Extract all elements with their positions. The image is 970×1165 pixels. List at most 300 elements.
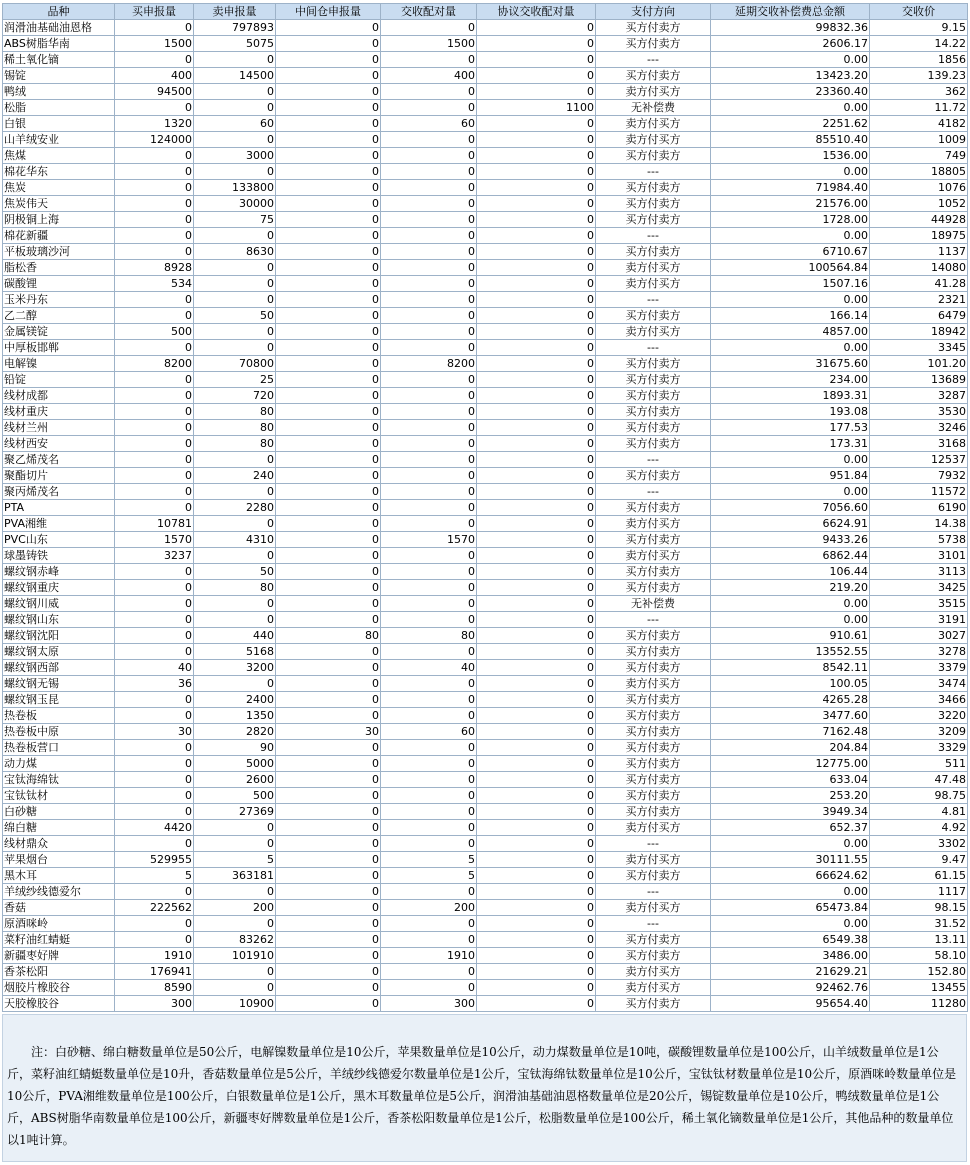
cell-buy-qty: 0 xyxy=(115,580,194,596)
cell-delivery-price: 44928 xyxy=(870,212,968,228)
cell-buy-qty: 534 xyxy=(115,276,194,292)
table-row xyxy=(3,84,968,100)
cell-payment-direction: 买方付卖方 xyxy=(596,804,711,820)
cell-matched-qty: 0 xyxy=(381,100,477,116)
cell-intermediate-qty: 0 xyxy=(276,836,381,852)
cell-sell-qty: 5168 xyxy=(194,644,276,660)
table-row xyxy=(3,548,968,564)
cell-delivery-price: 3466 xyxy=(870,692,968,708)
cell-variety: 天胶橡胶谷 xyxy=(3,996,115,1012)
cell-compensation-total: 100.05 xyxy=(711,676,870,692)
cell-intermediate-qty: 0 xyxy=(276,388,381,404)
cell-buy-qty: 0 xyxy=(115,180,194,196)
cell-agreement-qty: 0 xyxy=(477,132,596,148)
cell-delivery-price: 1117 xyxy=(870,884,968,900)
cell-compensation-total: 193.08 xyxy=(711,404,870,420)
cell-agreement-qty: 0 xyxy=(477,980,596,996)
cell-agreement-qty: 0 xyxy=(477,756,596,772)
cell-agreement-qty: 0 xyxy=(477,148,596,164)
cell-agreement-qty: 0 xyxy=(477,996,596,1012)
cell-sell-qty: 0 xyxy=(194,612,276,628)
cell-delivery-price: 2321 xyxy=(870,292,968,308)
cell-intermediate-qty: 0 xyxy=(276,740,381,756)
cell-matched-qty: 0 xyxy=(381,484,477,500)
cell-variety: 玉米丹东 xyxy=(3,292,115,308)
table-row xyxy=(3,276,968,292)
cell-buy-qty: 3237 xyxy=(115,548,194,564)
header-delivery-price: 交收价 xyxy=(870,4,968,20)
cell-matched-qty: 0 xyxy=(381,500,477,516)
cell-variety: 棉花新疆 xyxy=(3,228,115,244)
cell-agreement-qty: 0 xyxy=(477,884,596,900)
cell-compensation-total: 0.00 xyxy=(711,836,870,852)
cell-agreement-qty: 0 xyxy=(477,292,596,308)
cell-delivery-price: 3191 xyxy=(870,612,968,628)
cell-buy-qty: 176941 xyxy=(115,964,194,980)
cell-compensation-total: 253.20 xyxy=(711,788,870,804)
cell-intermediate-qty: 0 xyxy=(276,132,381,148)
cell-delivery-price: 1009 xyxy=(870,132,968,148)
cell-delivery-price: 18942 xyxy=(870,324,968,340)
cell-payment-direction: --- xyxy=(596,228,711,244)
cell-variety: 宝钛海绵钛 xyxy=(3,772,115,788)
cell-sell-qty: 14500 xyxy=(194,68,276,84)
header-buy-qty: 买申报量 xyxy=(115,4,194,20)
cell-matched-qty: 0 xyxy=(381,612,477,628)
cell-matched-qty: 0 xyxy=(381,708,477,724)
cell-sell-qty: 0 xyxy=(194,292,276,308)
cell-payment-direction: 买方付卖方 xyxy=(596,708,711,724)
cell-intermediate-qty: 0 xyxy=(276,468,381,484)
cell-delivery-price: 11.72 xyxy=(870,100,968,116)
cell-sell-qty: 500 xyxy=(194,788,276,804)
cell-delivery-price: 4.92 xyxy=(870,820,968,836)
cell-delivery-price: 3278 xyxy=(870,644,968,660)
cell-sell-qty: 8630 xyxy=(194,244,276,260)
header-sell-qty: 卖申报量 xyxy=(194,4,276,20)
table-row xyxy=(3,756,968,772)
cell-matched-qty: 0 xyxy=(381,148,477,164)
table-row xyxy=(3,484,968,500)
cell-payment-direction: 买方付卖方 xyxy=(596,36,711,52)
cell-delivery-price: 139.23 xyxy=(870,68,968,84)
cell-buy-qty: 0 xyxy=(115,148,194,164)
cell-buy-qty: 0 xyxy=(115,372,194,388)
cell-delivery-price: 61.15 xyxy=(870,868,968,884)
cell-delivery-price: 3379 xyxy=(870,660,968,676)
cell-intermediate-qty: 0 xyxy=(276,180,381,196)
cell-agreement-qty: 0 xyxy=(477,260,596,276)
cell-buy-qty: 0 xyxy=(115,916,194,932)
cell-intermediate-qty: 0 xyxy=(276,820,381,836)
cell-delivery-price: 18975 xyxy=(870,228,968,244)
cell-payment-direction: 买方付卖方 xyxy=(596,628,711,644)
cell-intermediate-qty: 0 xyxy=(276,916,381,932)
cell-intermediate-qty: 0 xyxy=(276,532,381,548)
header-matched-qty: 交收配对量 xyxy=(381,4,477,20)
cell-agreement-qty: 0 xyxy=(477,948,596,964)
table-header-row xyxy=(3,4,968,20)
cell-variety: 香菇 xyxy=(3,900,115,916)
cell-intermediate-qty: 0 xyxy=(276,292,381,308)
cell-sell-qty: 4310 xyxy=(194,532,276,548)
cell-buy-qty: 0 xyxy=(115,420,194,436)
cell-sell-qty: 1350 xyxy=(194,708,276,724)
cell-intermediate-qty: 0 xyxy=(276,500,381,516)
cell-compensation-total: 177.53 xyxy=(711,420,870,436)
table-row xyxy=(3,292,968,308)
cell-delivery-price: 1137 xyxy=(870,244,968,260)
cell-delivery-price: 749 xyxy=(870,148,968,164)
cell-delivery-price: 6479 xyxy=(870,308,968,324)
cell-intermediate-qty: 0 xyxy=(276,436,381,452)
cell-compensation-total: 0.00 xyxy=(711,228,870,244)
cell-matched-qty: 0 xyxy=(381,516,477,532)
cell-variety: 乙二醇 xyxy=(3,308,115,324)
table-row xyxy=(3,724,968,740)
cell-delivery-price: 14.38 xyxy=(870,516,968,532)
cell-payment-direction: 卖方付买方 xyxy=(596,676,711,692)
cell-agreement-qty: 0 xyxy=(477,788,596,804)
cell-buy-qty: 0 xyxy=(115,340,194,356)
table-row xyxy=(3,196,968,212)
cell-payment-direction: 买方付卖方 xyxy=(596,68,711,84)
cell-payment-direction: 买方付卖方 xyxy=(596,788,711,804)
cell-variety: 电解镍 xyxy=(3,356,115,372)
table-row xyxy=(3,516,968,532)
cell-matched-qty: 0 xyxy=(381,20,477,36)
cell-sell-qty: 75 xyxy=(194,212,276,228)
cell-buy-qty: 300 xyxy=(115,996,194,1012)
cell-agreement-qty: 0 xyxy=(477,484,596,500)
cell-payment-direction: --- xyxy=(596,164,711,180)
cell-payment-direction: 无补偿费 xyxy=(596,596,711,612)
cell-intermediate-qty: 0 xyxy=(276,52,381,68)
table-row xyxy=(3,884,968,900)
cell-payment-direction: 买方付卖方 xyxy=(596,948,711,964)
cell-agreement-qty: 0 xyxy=(477,340,596,356)
cell-agreement-qty: 0 xyxy=(477,436,596,452)
cell-variety: ABS树脂华南 xyxy=(3,36,115,52)
cell-delivery-price: 3287 xyxy=(870,388,968,404)
cell-compensation-total: 12775.00 xyxy=(711,756,870,772)
cell-buy-qty: 0 xyxy=(115,196,194,212)
cell-intermediate-qty: 0 xyxy=(276,340,381,356)
cell-compensation-total: 1893.31 xyxy=(711,388,870,404)
cell-agreement-qty: 0 xyxy=(477,276,596,292)
cell-sell-qty: 0 xyxy=(194,820,276,836)
cell-intermediate-qty: 0 xyxy=(276,804,381,820)
table-row xyxy=(3,20,968,36)
cell-matched-qty: 0 xyxy=(381,676,477,692)
cell-agreement-qty: 0 xyxy=(477,404,596,420)
cell-matched-qty: 0 xyxy=(381,548,477,564)
cell-delivery-price: 18805 xyxy=(870,164,968,180)
table-row xyxy=(3,596,968,612)
cell-sell-qty: 2600 xyxy=(194,772,276,788)
delivery-table-container xyxy=(2,3,967,1012)
table-row xyxy=(3,740,968,756)
cell-compensation-total: 3949.34 xyxy=(711,804,870,820)
cell-compensation-total: 6624.91 xyxy=(711,516,870,532)
cell-intermediate-qty: 0 xyxy=(276,196,381,212)
cell-delivery-price: 13.11 xyxy=(870,932,968,948)
cell-variety: 焦炭伟天 xyxy=(3,196,115,212)
cell-payment-direction: 买方付卖方 xyxy=(596,436,711,452)
cell-sell-qty: 25 xyxy=(194,372,276,388)
cell-buy-qty: 40 xyxy=(115,660,194,676)
cell-intermediate-qty: 0 xyxy=(276,676,381,692)
cell-variety: 螺纹钢太原 xyxy=(3,644,115,660)
table-row xyxy=(3,644,968,660)
table-row xyxy=(3,468,968,484)
cell-intermediate-qty: 0 xyxy=(276,244,381,260)
cell-payment-direction: --- xyxy=(596,292,711,308)
cell-variety: 原酒咪岭 xyxy=(3,916,115,932)
cell-payment-direction: 买方付卖方 xyxy=(596,468,711,484)
table-row xyxy=(3,436,968,452)
cell-buy-qty: 124000 xyxy=(115,132,194,148)
cell-sell-qty: 0 xyxy=(194,164,276,180)
table-row xyxy=(3,836,968,852)
table-row xyxy=(3,628,968,644)
cell-buy-qty: 0 xyxy=(115,212,194,228)
table-row xyxy=(3,212,968,228)
cell-compensation-total: 2606.17 xyxy=(711,36,870,52)
cell-buy-qty: 0 xyxy=(115,308,194,324)
cell-payment-direction: 买方付卖方 xyxy=(596,244,711,260)
cell-matched-qty: 0 xyxy=(381,52,477,68)
cell-sell-qty: 0 xyxy=(194,260,276,276)
cell-sell-qty: 80 xyxy=(194,436,276,452)
cell-intermediate-qty: 0 xyxy=(276,948,381,964)
table-row xyxy=(3,852,968,868)
cell-sell-qty: 90 xyxy=(194,740,276,756)
cell-compensation-total: 951.84 xyxy=(711,468,870,484)
cell-payment-direction: 买方付卖方 xyxy=(596,196,711,212)
cell-intermediate-qty: 0 xyxy=(276,228,381,244)
cell-intermediate-qty: 0 xyxy=(276,308,381,324)
table-row xyxy=(3,260,968,276)
cell-matched-qty: 0 xyxy=(381,884,477,900)
cell-compensation-total: 7162.48 xyxy=(711,724,870,740)
cell-compensation-total: 1536.00 xyxy=(711,148,870,164)
cell-delivery-price: 1856 xyxy=(870,52,968,68)
cell-payment-direction: 买方付卖方 xyxy=(596,724,711,740)
cell-delivery-price: 11280 xyxy=(870,996,968,1012)
cell-variety: 润滑油基础油恩格 xyxy=(3,20,115,36)
cell-variety: 铅锭 xyxy=(3,372,115,388)
cell-matched-qty: 0 xyxy=(381,804,477,820)
cell-payment-direction: 买方付卖方 xyxy=(596,756,711,772)
cell-compensation-total: 633.04 xyxy=(711,772,870,788)
cell-payment-direction: 买方付卖方 xyxy=(596,212,711,228)
cell-delivery-price: 3113 xyxy=(870,564,968,580)
cell-agreement-qty: 0 xyxy=(477,532,596,548)
cell-agreement-qty: 0 xyxy=(477,388,596,404)
cell-payment-direction: 买方付卖方 xyxy=(596,404,711,420)
cell-variety: 锡锭 xyxy=(3,68,115,84)
cell-sell-qty: 70800 xyxy=(194,356,276,372)
table-row xyxy=(3,164,968,180)
cell-buy-qty: 8590 xyxy=(115,980,194,996)
table-row xyxy=(3,948,968,964)
cell-variety: 平板玻璃沙河 xyxy=(3,244,115,260)
cell-matched-qty: 0 xyxy=(381,932,477,948)
cell-agreement-qty: 0 xyxy=(477,932,596,948)
table-row xyxy=(3,356,968,372)
cell-agreement-qty: 0 xyxy=(477,772,596,788)
cell-compensation-total: 204.84 xyxy=(711,740,870,756)
cell-payment-direction: 买方付卖方 xyxy=(596,388,711,404)
cell-variety: 螺纹钢重庆 xyxy=(3,580,115,596)
cell-delivery-price: 3168 xyxy=(870,436,968,452)
cell-matched-qty: 5 xyxy=(381,852,477,868)
cell-delivery-price: 3530 xyxy=(870,404,968,420)
cell-sell-qty: 5 xyxy=(194,852,276,868)
cell-delivery-price: 98.15 xyxy=(870,900,968,916)
cell-delivery-price: 101.20 xyxy=(870,356,968,372)
cell-compensation-total: 9433.26 xyxy=(711,532,870,548)
cell-buy-qty: 94500 xyxy=(115,84,194,100)
cell-intermediate-qty: 0 xyxy=(276,596,381,612)
cell-compensation-total: 85510.40 xyxy=(711,132,870,148)
cell-sell-qty: 0 xyxy=(194,484,276,500)
cell-compensation-total: 100564.84 xyxy=(711,260,870,276)
cell-agreement-qty: 0 xyxy=(477,660,596,676)
cell-delivery-price: 13455 xyxy=(870,980,968,996)
cell-matched-qty: 0 xyxy=(381,276,477,292)
cell-delivery-price: 14080 xyxy=(870,260,968,276)
cell-buy-qty: 0 xyxy=(115,388,194,404)
cell-matched-qty: 0 xyxy=(381,436,477,452)
cell-payment-direction: 买方付卖方 xyxy=(596,532,711,548)
cell-sell-qty: 200 xyxy=(194,900,276,916)
cell-buy-qty: 0 xyxy=(115,20,194,36)
cell-buy-qty: 0 xyxy=(115,756,194,772)
table-row xyxy=(3,180,968,196)
cell-agreement-qty: 0 xyxy=(477,516,596,532)
cell-delivery-price: 3302 xyxy=(870,836,968,852)
cell-matched-qty: 0 xyxy=(381,388,477,404)
cell-intermediate-qty: 80 xyxy=(276,628,381,644)
cell-delivery-price: 3101 xyxy=(870,548,968,564)
cell-variety: 线材鼎众 xyxy=(3,836,115,852)
cell-delivery-price: 47.48 xyxy=(870,772,968,788)
cell-variety: PTA xyxy=(3,500,115,516)
cell-matched-qty: 0 xyxy=(381,244,477,260)
cell-variety: 香茶松阳 xyxy=(3,964,115,980)
cell-buy-qty: 0 xyxy=(115,836,194,852)
cell-variety: 棉花华东 xyxy=(3,164,115,180)
cell-payment-direction: 买方付卖方 xyxy=(596,180,711,196)
cell-sell-qty: 27369 xyxy=(194,804,276,820)
table-body xyxy=(3,20,968,1012)
cell-compensation-total: 0.00 xyxy=(711,884,870,900)
cell-intermediate-qty: 0 xyxy=(276,324,381,340)
cell-agreement-qty: 0 xyxy=(477,84,596,100)
cell-buy-qty: 0 xyxy=(115,932,194,948)
cell-buy-qty: 222562 xyxy=(115,900,194,916)
cell-agreement-qty: 0 xyxy=(477,916,596,932)
cell-payment-direction: 卖方付买方 xyxy=(596,900,711,916)
cell-variety: 白银 xyxy=(3,116,115,132)
table-row xyxy=(3,532,968,548)
cell-compensation-total: 106.44 xyxy=(711,564,870,580)
cell-intermediate-qty: 0 xyxy=(276,932,381,948)
cell-intermediate-qty: 0 xyxy=(276,356,381,372)
cell-compensation-total: 21629.21 xyxy=(711,964,870,980)
cell-variety: 焦炭 xyxy=(3,180,115,196)
cell-matched-qty: 60 xyxy=(381,724,477,740)
cell-sell-qty: 0 xyxy=(194,516,276,532)
cell-delivery-price: 41.28 xyxy=(870,276,968,292)
table-row xyxy=(3,676,968,692)
cell-compensation-total: 31675.60 xyxy=(711,356,870,372)
cell-intermediate-qty: 30 xyxy=(276,724,381,740)
cell-sell-qty: 720 xyxy=(194,388,276,404)
cell-agreement-qty: 0 xyxy=(477,420,596,436)
cell-variety: 线材兰州 xyxy=(3,420,115,436)
cell-intermediate-qty: 0 xyxy=(276,452,381,468)
cell-agreement-qty: 0 xyxy=(477,356,596,372)
cell-compensation-total: 0.00 xyxy=(711,916,870,932)
cell-intermediate-qty: 0 xyxy=(276,84,381,100)
cell-buy-qty: 529955 xyxy=(115,852,194,868)
cell-payment-direction: 卖方付买方 xyxy=(596,324,711,340)
cell-intermediate-qty: 0 xyxy=(276,68,381,84)
cell-delivery-price: 13689 xyxy=(870,372,968,388)
cell-payment-direction: 买方付卖方 xyxy=(596,356,711,372)
cell-compensation-total: 8542.11 xyxy=(711,660,870,676)
cell-agreement-qty: 0 xyxy=(477,964,596,980)
cell-agreement-qty: 0 xyxy=(477,308,596,324)
cell-variety: 烟胶片橡胶谷 xyxy=(3,980,115,996)
cell-delivery-price: 5738 xyxy=(870,532,968,548)
cell-variety: 热卷板中原 xyxy=(3,724,115,740)
cell-variety: 山羊绒安业 xyxy=(3,132,115,148)
cell-variety: 羊绒纱线德爱尔 xyxy=(3,884,115,900)
cell-sell-qty: 5075 xyxy=(194,36,276,52)
cell-buy-qty: 0 xyxy=(115,596,194,612)
cell-intermediate-qty: 0 xyxy=(276,420,381,436)
cell-variety: 稀土氧化镝 xyxy=(3,52,115,68)
cell-sell-qty: 5000 xyxy=(194,756,276,772)
cell-buy-qty: 500 xyxy=(115,324,194,340)
cell-delivery-price: 31.52 xyxy=(870,916,968,932)
cell-agreement-qty: 0 xyxy=(477,596,596,612)
cell-delivery-price: 58.10 xyxy=(870,948,968,964)
header-payment-direction: 支付方向 xyxy=(596,4,711,20)
cell-variety: 螺纹钢赤峰 xyxy=(3,564,115,580)
cell-compensation-total: 92462.76 xyxy=(711,980,870,996)
cell-payment-direction: 买方付卖方 xyxy=(596,932,711,948)
cell-intermediate-qty: 0 xyxy=(276,996,381,1012)
cell-matched-qty: 0 xyxy=(381,260,477,276)
cell-sell-qty: 80 xyxy=(194,420,276,436)
cell-buy-qty: 0 xyxy=(115,692,194,708)
cell-sell-qty: 60 xyxy=(194,116,276,132)
table-row xyxy=(3,708,968,724)
cell-compensation-total: 3486.00 xyxy=(711,948,870,964)
table-row xyxy=(3,228,968,244)
cell-matched-qty: 0 xyxy=(381,916,477,932)
cell-sell-qty: 0 xyxy=(194,836,276,852)
cell-payment-direction: 买方付卖方 xyxy=(596,868,711,884)
cell-matched-qty: 5 xyxy=(381,868,477,884)
cell-matched-qty: 0 xyxy=(381,324,477,340)
cell-variety: 线材成都 xyxy=(3,388,115,404)
